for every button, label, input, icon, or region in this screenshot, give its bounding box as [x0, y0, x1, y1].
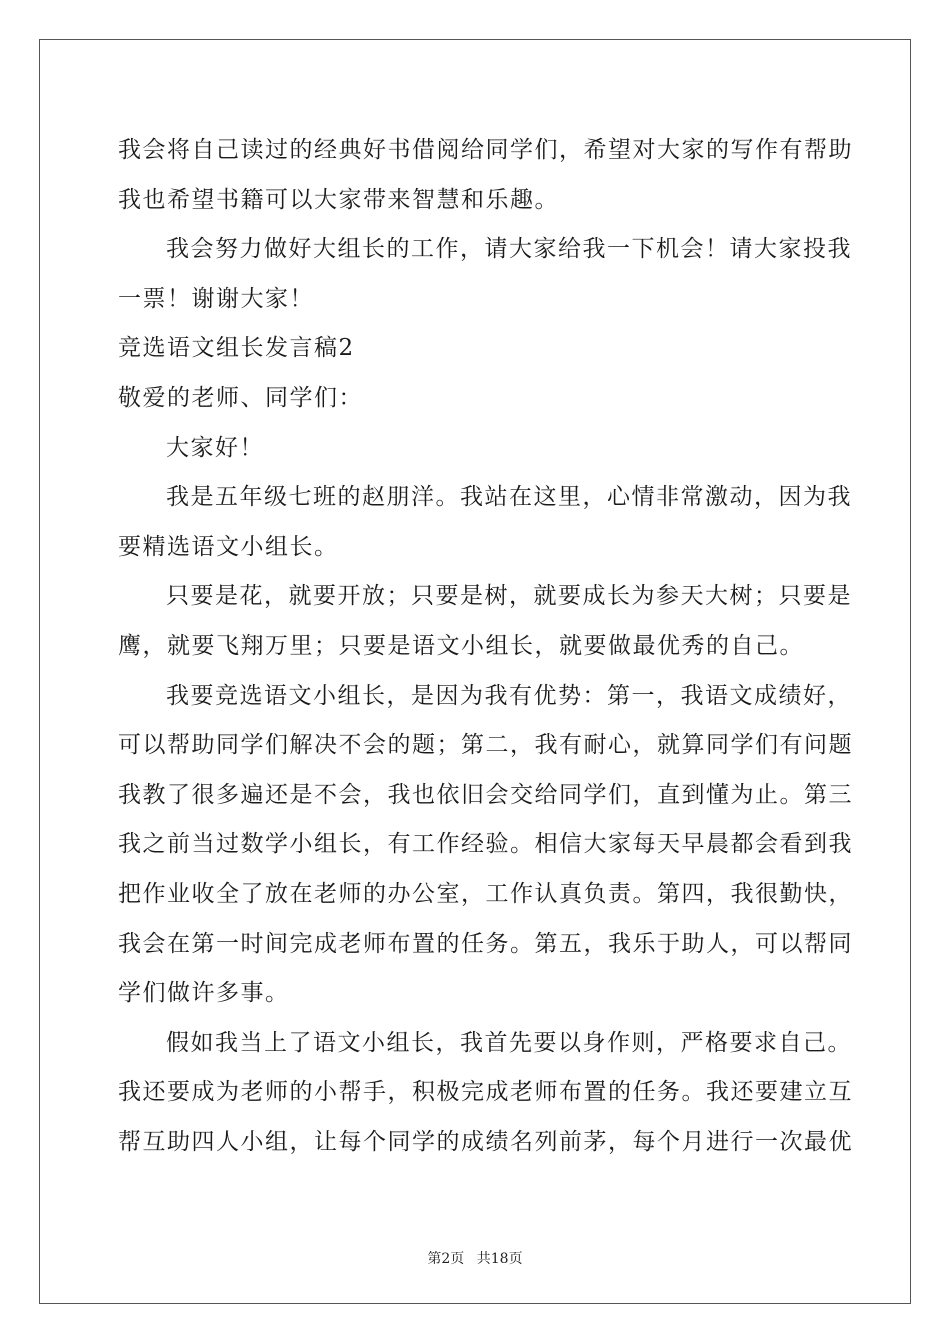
text-line: 我要竞选语文小组长，是因为我有优势：第一，我语文成绩好， [166, 682, 852, 709]
text-line: 要精选语文小组长。 [118, 533, 339, 560]
page-footer [0, 1248, 950, 1268]
text-line: 我会将自己读过的经典好书借阅给同学们，希望对大家的写作有帮助 [118, 137, 853, 163]
text-line: 一票！谢谢大家！ [118, 285, 314, 312]
text-line: 帮互助四人小组，让每个同学的成绩名列前茅，每个月进行一次最优 [118, 1128, 853, 1155]
text-line: 我会努力做好大组长的工作，请大家给我一下机会！请大家投我 [166, 236, 852, 263]
text-line: 我之前当过数学小组长，有工作经验。相信大家每天早晨都会看到我 [118, 831, 853, 858]
text-line: 大家好！ [166, 434, 264, 461]
text-line: 我还要成为老师的小帮手，积极完成老师布置的任务。我还要建立互 [118, 1079, 853, 1106]
text-line: 假如我当上了语文小组长，我首先要以身作则，严格要求自己。 [166, 1029, 852, 1056]
text-line: 我是五年级七班的赵朋洋。我站在这里，心情非常激动，因为我 [166, 484, 852, 511]
document-body [118, 126, 853, 1167]
text-line: 竞选语文组长发言稿2 [118, 335, 355, 362]
text-line: 把作业收全了放在老师的办公室，工作认真负责。第四，我很勤快， [118, 880, 853, 907]
text-line: 我会在第一时间完成老师布置的任务。第五，我乐于助人，可以帮同 [118, 930, 853, 957]
text-line: 我也希望书籍可以大家带来智慧和乐趣。 [118, 186, 559, 213]
text-line: 我教了很多遍还是不会，我也依旧会交给同学们，直到懂为止。第三 [118, 781, 853, 808]
page-number-total: 共18页 [476, 1251, 523, 1267]
text-line: 鹰，就要飞翔万里；只要是语文小组长，就要做最优秀的自己。 [118, 632, 804, 659]
page-number-current: 第2页 [427, 1251, 465, 1267]
text-line: 可以帮助同学们解决不会的题；第二，我有耐心，就算同学们有问题 [118, 732, 853, 759]
text-line: 只要是花，就要开放；只要是树，就要成长为参天大树；只要是 [166, 583, 852, 610]
text-line: 学们做许多事。 [118, 980, 290, 1007]
text-line: 敬爱的老师、同学们： [118, 384, 363, 411]
